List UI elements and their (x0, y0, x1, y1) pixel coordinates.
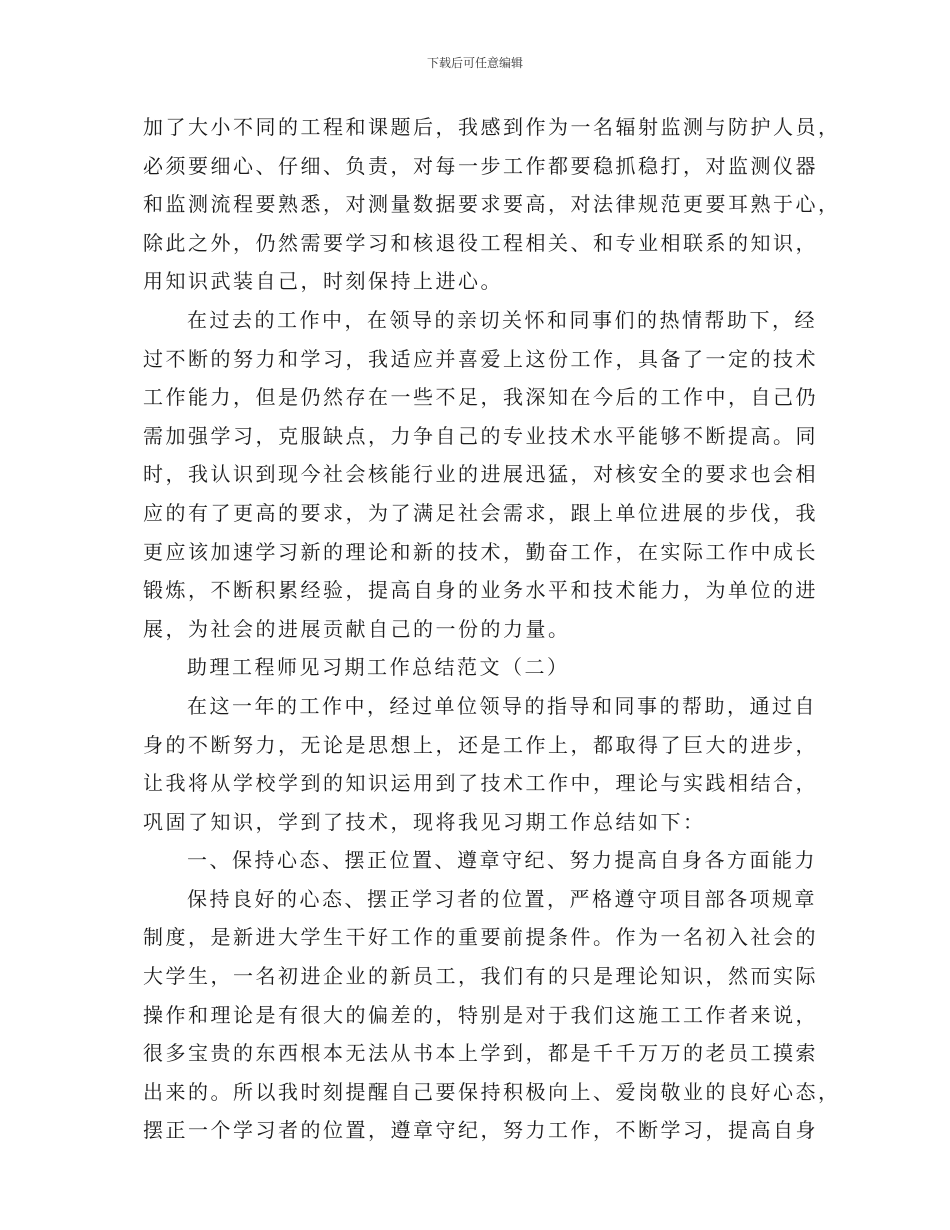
text-line: 应的有了更高的要求，为了满足社会需求，跟上单位进展的步伐，我 (143, 500, 818, 525)
text-line: 一、保持心态、摆正位置、遵章守纪、努力提高自身各方面能力 (187, 848, 817, 873)
text-line: 助理工程师见习期工作总结范文（二） (187, 655, 570, 680)
text-line: 摆正一个学习者的位置，遵章守纪，努力工作，不断学习，提高自身 (143, 1118, 818, 1143)
text-line: 出来的。所以我时刻提醒自己要保持积极向上、爱岗敬业的良好心态， (143, 1079, 841, 1104)
text-line: 保持良好的心态、摆正学习者的位置，严格遵守项目部各项规章 (187, 886, 817, 911)
text-line: 用知识武装自己，时刻保持上进心。 (143, 269, 503, 294)
text-line: 大学生，一名初进企业的新员工，我们有的只是理论知识，然而实际 (143, 964, 818, 989)
text-line: 巩固了知识，学到了技术，现将我见习期工作总结如下： (143, 809, 706, 834)
text-line: 加了大小不同的工程和课题后，我感到作为一名辐射监测与防护人员， (143, 115, 841, 139)
text-line: 需加强学习，克服缺点，力争自己的专业技术水平能够不断提高。同 (143, 423, 818, 448)
text-line: 身的不断努力，无论是思想上，还是工作上，都取得了巨大的进步， (143, 732, 818, 757)
text-line: 制度，是新进大学生干好工作的重要前提条件。作为一名初入社会的 (143, 925, 818, 950)
text-line: 工作能力，但是仍然存在一些不足，我深知在今后的工作中，自己仍 (143, 385, 818, 410)
text-line: 让我将从学校学到的知识运用到了技术工作中，理论与实践相结合， (143, 771, 818, 796)
text-line: 时，我认识到现今社会核能行业的进展迅猛，对核安全的要求也会相 (143, 462, 818, 487)
text-line: 在过去的工作中，在领导的亲切关怀和同事们的热情帮助下，经 (187, 307, 817, 332)
document-body (143, 108, 841, 1150)
text-line: 很多宝贵的东西根本无法从书本上学到，都是千千万万的老员工摸索 (143, 1041, 818, 1066)
text-line: 操作和理论是有很大的偏差的，特别是对于我们这施工工作者来说， (143, 1002, 818, 1027)
text-line: 和监测流程要熟悉，对测量数据要求要高，对法律规范更要耳熟于心， (143, 192, 841, 217)
text-line: 展，为社会的进展贡献自己的一份的力量。 (143, 616, 571, 641)
text-line: 必须要细心、仔细、负责，对每一步工作都要稳抓稳打，对监测仪器 (143, 153, 818, 178)
header-note: 下载后可任意编辑 (426, 56, 523, 70)
text-line: 除此之外，仍然需要学习和核退役工程相关、和专业相联系的知识， (143, 230, 818, 255)
text-line: 更应该加速学习新的理论和新的技术，勤奋工作，在实际工作中成长 (143, 539, 818, 564)
text-line: 过不断的努力和学习，我适应并喜爱上这份工作，具备了一定的技术 (143, 346, 818, 371)
text-line: 锻炼，不断积累经验，提高自身的业务水平和技术能力，为单位的进 (143, 578, 818, 603)
text-line: 在这一年的工作中，经过单位领导的指导和同事的帮助，通过自 (187, 693, 817, 718)
